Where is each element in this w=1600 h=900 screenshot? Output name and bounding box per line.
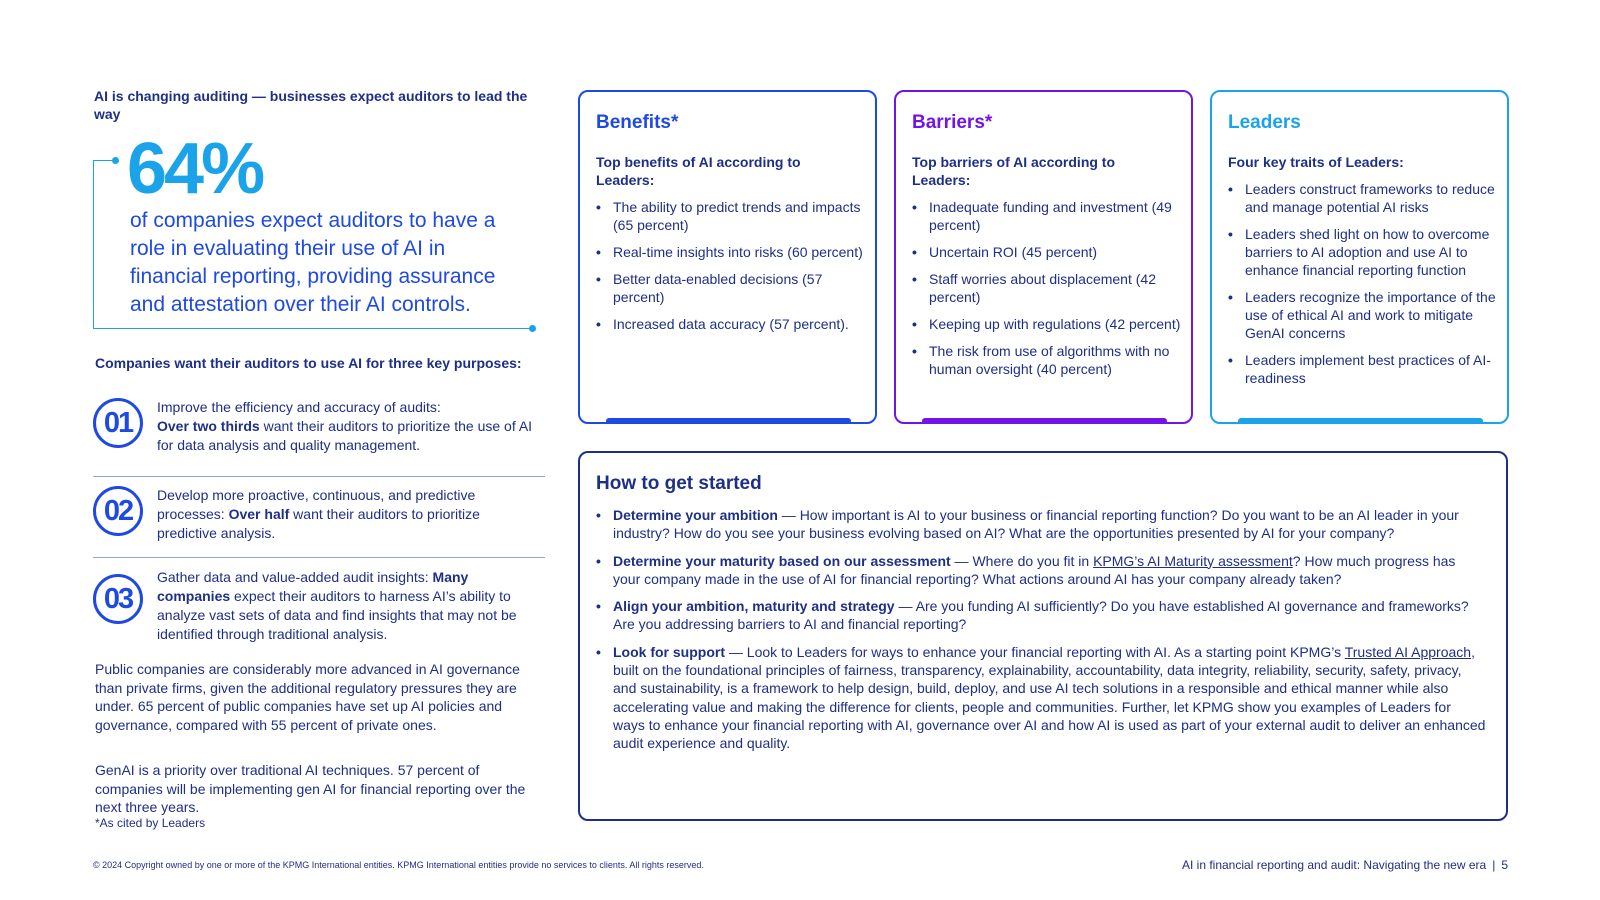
stat-description: of companies expect auditors to have a role in evaluating their use of AI in financial reporting, providing assurance and attestation over their AI controls. [130, 209, 496, 316]
intro-heading: AI is changing auditing — businesses expect auditors to lead the way [94, 88, 528, 122]
purpose-number-badge: 03 [93, 574, 143, 624]
leaders-card [1210, 90, 1509, 424]
trusted-ai-approach-link[interactable]: Trusted AI Approach [1344, 643, 1472, 660]
body-paragraph: GenAI is a priority over traditional AI techniques. 57 percent of companies will be implementing gen AI for financial reporting over the next three years. [95, 762, 526, 815]
list-item: • Inadequate funding and investment (49 percent) [912, 198, 1192, 234]
list-item: • Align your ambition, maturity and strategy — Are you funding AI sufficiently? Do you have established AI governance and frameworks? Are you addressing barriers to AI and financial reporting? [596, 597, 1486, 634]
list-item: • Better data-enabled decisions (57 percent) [596, 270, 876, 306]
list-item: • Leaders implement best practices of AI-readiness [1228, 351, 1508, 387]
stat-value: 64% [127, 129, 263, 209]
card-title: Benefits* [596, 112, 679, 133]
list-item: • Leaders construct frameworks to reduce and manage potential AI risks [1228, 180, 1508, 216]
card-subtitle: Top benefits of AI according to Leaders: [596, 154, 801, 188]
list-item: • Determine your ambition — How important is AI to your business or financial reporting function? Do you want to be an AI leader in your industry? How do you see your business evolving based on AI? What are the opportunities presented by AI for your company? [596, 506, 1486, 543]
card-subtitle: Top barriers of AI according to Leaders: [912, 154, 1116, 188]
card-accent-bar [1238, 418, 1483, 424]
section-title: How to get started [596, 473, 762, 494]
copyright-notice: © 2024 Copyright owned by one or more of the KPMG International entities. KPMG International entities provide no services to clients. All rights reserved. [93, 860, 704, 870]
purpose-text: Improve the efficiency and accuracy of audits: Over two thirds want their auditors to prioritize the use of AI for data analysis and quality management. [157, 399, 533, 453]
footnote: *As cited by Leaders [95, 816, 206, 830]
purpose-number-badge: 02 [93, 486, 143, 536]
card-title: Leaders [1228, 112, 1301, 133]
list-item: • Determine your maturity based on our assessment — Where do you fit in KPMG’s AI Maturity assessment? How much progress has your company made in the use of AI for financial reporting? What actions around AI has your company already taken? [596, 552, 1486, 589]
list-item: • Staff worries about displacement (42 percent) [912, 270, 1192, 306]
purposes-heading: Companies want their auditors to use AI for three key purposes: [95, 355, 522, 371]
list-item: • Increased data accuracy (57 percent). [596, 315, 876, 333]
purpose-item [93, 398, 545, 454]
list-item: • Look for support — Look to Leaders for ways to enhance your financial reporting with AI. As a starting point KPMG’s Trusted AI Approach, built on the foundational principles of fairness, transparency, explainability, accountability, data integrity, reliability, security, safety, privacy, and sustainability, is a framework to help design, build, deploy, and use AI tech solutions in a responsible and ethical manner while also accelerating value and making the difference for clients, people and communities. Further, let KPMG show you examples of Leaders for ways to enhance your financial reporting with AI, governance over AI and how AI is used as part of your external audit to deliver an enhanced audit experience and quality. [596, 643, 1486, 753]
card-list [1228, 180, 1508, 396]
page-footer [1182, 858, 1508, 872]
card-list [912, 198, 1192, 387]
purpose-number-badge: 01 [93, 398, 143, 448]
maturity-assessment-link[interactable]: KPMG’s AI Maturity assessment [1093, 552, 1293, 569]
document-title: AI in financial reporting and audit: Navigating the new era [1181, 858, 1487, 872]
purpose-item [93, 568, 545, 644]
purpose-text: Develop more proactive, continuous, and predictive processes: Over half want their auditors to prioritize predictive analysis. [157, 487, 480, 541]
list-item: • Real-time insights into risks (60 percent) [596, 243, 876, 261]
list-item: • Uncertain ROI (45 percent) [912, 243, 1192, 261]
list-item: • The risk from use of algorithms with no human oversight (40 percent) [912, 342, 1192, 378]
card-title: Barriers* [912, 112, 993, 133]
body-paragraph: Public companies are considerably more advanced in AI governance than private firms, given the additional regulatory pressures they are under. 65 percent of public companies have set up AI policies and governance, compared with 55 percent of private ones. [95, 661, 520, 733]
card-accent-bar [606, 418, 851, 424]
list-item: • Leaders recognize the importance of the use of ethical AI and work to mitigate GenAI concerns [1228, 288, 1508, 342]
divider [93, 476, 545, 477]
card-subtitle: Four key traits of Leaders: [1228, 154, 1404, 170]
list-item: • Leaders shed light on how to overcome barriers to AI adoption and use AI to enhance financial reporting function [1228, 225, 1508, 279]
card-accent-bar [922, 418, 1167, 424]
frame-line-vertical [93, 160, 94, 328]
list-item: • The ability to predict trends and impacts (65 percent) [596, 198, 876, 234]
how-to-get-started-box [578, 451, 1508, 821]
card-list [596, 198, 876, 342]
frame-line-top [93, 160, 113, 161]
barriers-card [894, 90, 1193, 424]
purpose-item [93, 486, 545, 542]
frame-dot-end [529, 325, 536, 332]
separator: | [1492, 858, 1496, 872]
frame-dot-start [112, 157, 119, 164]
steps-list [596, 506, 1486, 762]
frame-line-horizontal [93, 328, 533, 329]
divider [93, 557, 545, 558]
page-number: 5 [1501, 858, 1508, 872]
benefits-card [578, 90, 877, 424]
purpose-text: Gather data and value-added audit insights: Many companies expect their auditors to harness AI’s ability to analyze vast sets of data and find insights that may not be identified through traditional analysis. [157, 569, 517, 642]
list-item: • Keeping up with regulations (42 percent) [912, 315, 1192, 333]
